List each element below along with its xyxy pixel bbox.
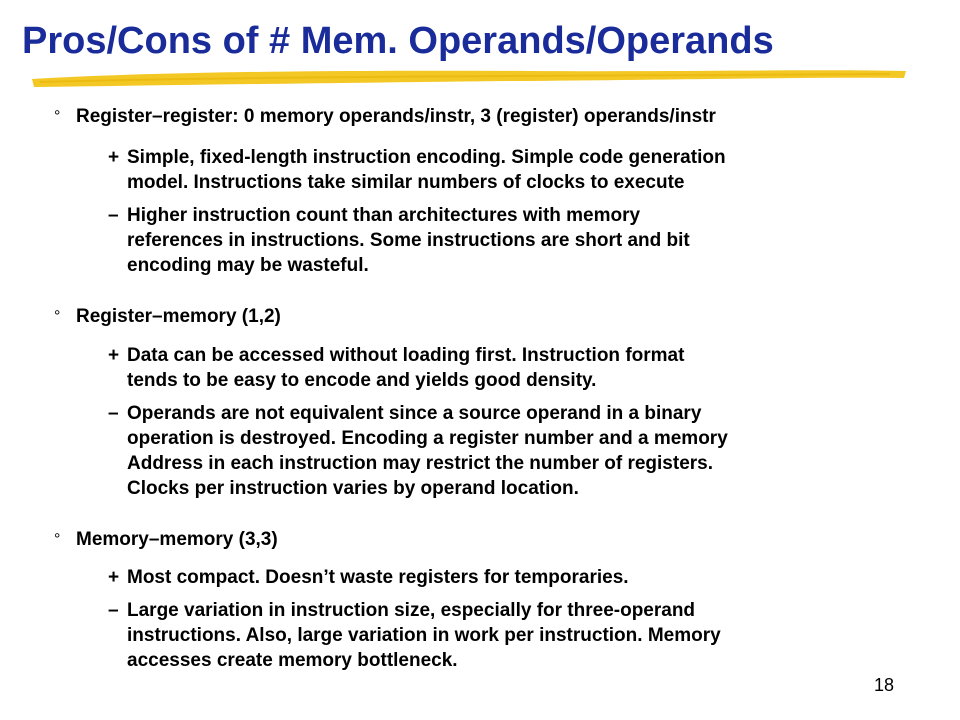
section-heading-text: Register–register: 0 memory operands/instr, 3 (register) operands/instr	[76, 106, 716, 127]
point-line: Higher instruction count than architectures with memory	[127, 205, 641, 226]
bullet-mark: °	[54, 108, 61, 125]
point-line: references in instructions. Some instructions are short and bit	[127, 230, 690, 251]
section-heading-register-register	[54, 104, 716, 129]
point-line: tends to be easy to encode and yields good density.	[127, 370, 597, 391]
pro-point	[108, 145, 726, 195]
pro-point	[108, 343, 684, 393]
bullet-mark: °	[54, 531, 61, 548]
point-line: model. Instructions take similar numbers of clocks to execute	[127, 172, 685, 193]
point-line: Address in each instruction may restrict the number of registers.	[127, 453, 713, 474]
point-line: accesses create memory bottleneck.	[127, 650, 458, 671]
minus-sign: –	[108, 205, 119, 226]
point-line: Simple, fixed-length instruction encoding. Simple code generation	[127, 147, 726, 168]
minus-sign: –	[108, 403, 119, 424]
bullet-mark: °	[54, 308, 61, 325]
point-line: Operands are not equivalent since a source operand in a binary	[127, 403, 702, 424]
point-line: instructions. Also, large variation in work per instruction. Memory	[127, 625, 721, 646]
point-line: Most compact. Doesn’t waste registers for temporaries.	[127, 567, 629, 588]
plus-sign: +	[108, 345, 120, 366]
point-line: Data can be accessed without loading first. Instruction format	[127, 345, 685, 366]
page-number: 18	[874, 675, 895, 695]
con-point	[108, 401, 728, 501]
point-line: operation is destroyed. Encoding a register number and a memory	[127, 428, 728, 449]
minus-sign: –	[108, 600, 119, 621]
con-point	[108, 598, 721, 673]
section-heading-memory-memory	[54, 527, 278, 552]
section-heading-text: Register–memory (1,2)	[76, 306, 281, 327]
pro-point	[108, 565, 629, 590]
point-line: Large variation in instruction size, especially for three-operand	[127, 600, 696, 621]
section-heading-register-memory	[54, 304, 281, 329]
point-line: encoding may be wasteful.	[127, 255, 369, 276]
section-heading-text: Memory–memory (3,3)	[76, 529, 278, 550]
plus-sign: +	[108, 147, 120, 168]
slide-title: Pros/Cons of # Mem. Operands/Operands	[22, 20, 774, 62]
plus-sign: +	[108, 567, 120, 588]
point-line: Clocks per instruction varies by operand location.	[127, 478, 579, 499]
con-point	[108, 203, 690, 278]
